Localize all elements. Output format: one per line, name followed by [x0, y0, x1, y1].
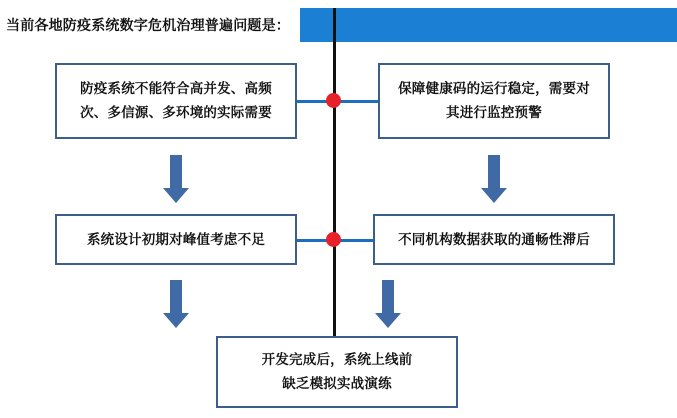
node-top-right-line-2: 其进行监控预警: [446, 105, 542, 120]
arrow-mid-left-to-bottom: [163, 280, 189, 328]
node-top-left-line-1: 防疫系统不能符合高并发、高频: [80, 81, 272, 97]
node-top-right-line-1: 保障健康码的运行稳定，需要对: [398, 81, 590, 97]
node-mid-left-line-1: 系统设计初期对峰值考虑不足: [86, 231, 266, 247]
arrow-top-left-to-mid-left: [163, 155, 189, 203]
page-title: 当前各地防疫系统数字危机治理普遍问题是：: [0, 8, 300, 42]
node-bottom[interactable]: [216, 336, 458, 408]
node-top-right[interactable]: [378, 63, 610, 139]
node-bottom-line-2: 缺乏模拟实战演练: [282, 376, 392, 391]
node-mid-left[interactable]: [55, 214, 297, 265]
node-top-left[interactable]: [55, 63, 297, 139]
junction-dot-top: [326, 93, 341, 108]
arrow-mid-right-to-bottom: [375, 280, 401, 328]
node-bottom-line-1: 开发完成后，系统上线前: [261, 352, 413, 368]
junction-dot-middle: [326, 232, 341, 247]
node-mid-right-line-1: 不同机构数据获取的通畅性滞后: [398, 231, 590, 247]
arrow-top-right-to-mid-right: [481, 155, 507, 203]
node-mid-right[interactable]: [373, 214, 615, 265]
node-top-left-line-2: 次、多信源、多环境的实际需要: [80, 105, 272, 120]
